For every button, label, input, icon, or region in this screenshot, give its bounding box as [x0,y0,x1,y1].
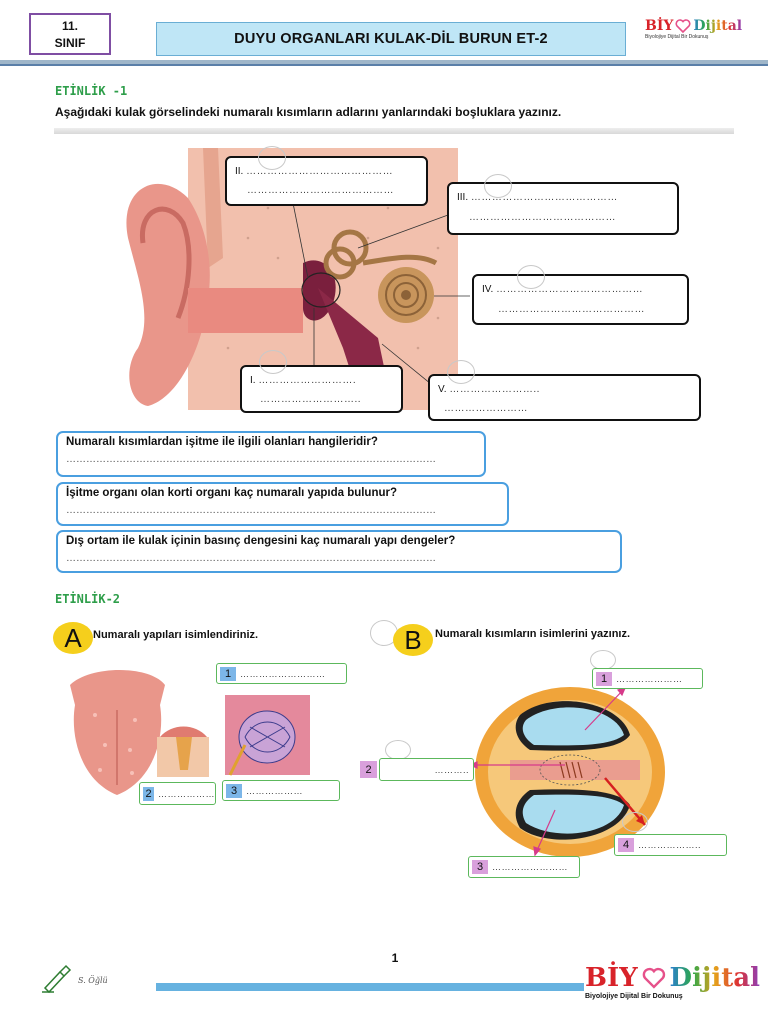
page-title-text: DUYU ORGANLARI KULAK-DİL BURUN ET-2 [234,31,548,47]
label-number: 3 [472,860,488,874]
label-number: 2 [365,763,372,776]
label-number: 1 [596,672,612,686]
activity1-title: ETİNLİK -1 [55,84,128,98]
brand-logo-bottom [585,963,760,1011]
pen-hand-icon [40,962,80,994]
answer-dots: ……………….. [638,840,702,850]
answer-dots: ………………………………………………………………………………………………… [66,553,436,564]
ear-label-IV[interactable] [472,274,689,325]
ear-label-II[interactable] [225,156,428,206]
answer-dots: …………………………………… [247,185,394,196]
roman-numeral: III. [457,192,469,203]
brand-dijital: Dijital [693,18,743,34]
answer-dots: ……………… [158,788,215,799]
label-number: 2 [143,787,154,801]
answer-dots: ……………… [246,785,303,796]
signature-text: S. Öğlü [78,976,108,985]
brand-tagline: Biyolojiye Dijital Bir Dokunuş [645,34,709,40]
roman-numeral: V. [438,384,447,395]
marker-circle [385,740,411,760]
question-box-2[interactable] [56,482,509,526]
brand-biy: BİY [645,18,674,34]
question-text: Dış ortam ile kulak içinin basınç dengesini kaç numaralı yapı dengeler? [66,535,456,547]
page-number: 1 [391,951,399,965]
activity1-instruction: Aşağıdaki kulak görselindeki numaralı kısımların adlarını yanlarındaki boşluklara yazınız. [55,105,562,119]
roman-numeral: IV. [482,284,494,295]
label-number: 1 [220,667,236,681]
answer-dots: …………………… [492,862,568,872]
ear-label-III[interactable] [447,182,679,235]
part-b-label-2[interactable] [379,758,474,781]
activity2-title: ETİNLİK-2 [55,592,121,606]
marker-circle [517,265,545,289]
answer-dots: ………………… [616,673,683,684]
label-number: 4 [618,838,634,852]
answer-dots: ………………………. [258,375,357,386]
marker-circle [622,812,648,832]
heart-icon [675,19,691,33]
answer-dots: …………………… [444,403,528,414]
question-box-3[interactable] [56,530,622,573]
marker-circle [258,146,286,170]
part-a-label-3[interactable] [222,780,340,801]
part-b-instruction: Numaralı kısımların isimlerini yazınız. [435,628,631,640]
marker-circle [484,174,512,198]
heart-icon [642,966,666,990]
marker-circle [590,650,616,670]
answer-dots: ……….. [434,764,469,775]
brand-dijital: Dijital [669,963,760,993]
part-a-label-2[interactable] [139,782,216,805]
part-a-instruction: Numaralı yapıları isimlendiriniz. [93,629,259,641]
footer-bar [156,983,584,991]
part-b-label-1[interactable] [592,668,703,689]
marker-circle [447,360,475,384]
grade-box [29,13,111,55]
part-b-label-3[interactable] [468,856,580,878]
answer-dots: …………………………………… [470,192,618,203]
marker-circle [259,350,287,374]
ear-label-I[interactable] [240,365,403,413]
grade-number: 11. [61,19,79,33]
answer-dots: …………………….. [449,384,540,395]
answer-dots: …………………………………… [246,166,394,177]
answer-dots: ……………………… [240,668,326,679]
roman-numeral: II. [235,166,244,177]
grade-label: SINIF [54,36,86,50]
author-signature [40,962,125,997]
answer-dots: ………………………………………………………………………………………………… [66,505,436,516]
brand-logo-top [645,18,755,54]
header-divider-dark [0,64,768,66]
brand-tagline: Biyolojiye Dijital Bir Dokunuş [585,993,683,1000]
part-b-label-4[interactable] [614,834,727,856]
answer-dots: …………………………………… [469,212,616,223]
page-title [156,22,626,56]
roman-numeral: I. [250,375,256,386]
answer-dots: …………………………………… [498,304,645,315]
answer-dots: ………………………………………………………………………………………………… [66,454,436,465]
label-number: 3 [226,784,242,798]
part-a-label-1[interactable] [216,663,347,684]
part-b-letter: B [404,624,422,655]
question-box-1[interactable] [56,431,486,477]
question-text: Numaralı kısımlardan işitme ile ilgili olanları hangileridir? [66,436,378,448]
answer-dots: …………………………………… [496,284,644,295]
part-b-number-2 [360,761,377,778]
brand-biy: BİY [585,963,638,993]
part-a-letter: A [64,622,82,653]
part-a-badge [53,622,93,654]
answer-dots: ……………………….. [260,394,362,405]
section-divider [54,128,734,134]
question-text: İşitme organı olan korti organı kaç numaralı yapıda bulunur? [66,487,398,499]
